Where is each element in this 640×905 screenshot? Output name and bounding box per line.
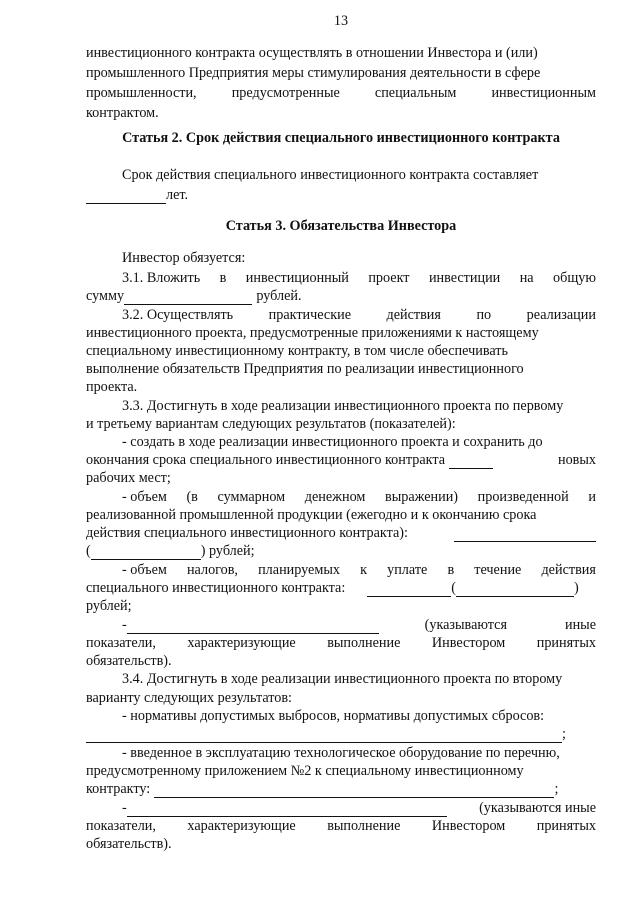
text-line: - создать в ходе реализации инвестиционного проекта и сохранить до xyxy=(122,434,543,450)
text-line: - нормативы допустимых выбросов, нормативы допустимых сбросов: xyxy=(122,708,545,724)
article-2-heading: Статья 2. Срок действия специального инвестиционного контракта xyxy=(122,130,560,146)
text-line: инвестиционного проекта, предусмотренные приложениями к настоящему xyxy=(86,325,539,341)
text-line: варианту следующих результатов: xyxy=(86,690,292,706)
other-indicators-blank[interactable] xyxy=(127,619,379,634)
text-line: показатели, характеризующие выполнение Инвестором принятых xyxy=(86,635,596,651)
text-line: Инвестор обязуется: xyxy=(122,250,246,266)
text-line: специальному инвестиционному контракту, в том числе обеспечивать xyxy=(86,343,508,359)
text-line: 3.1. Вложить в инвестиционный проект инвестиции на общую xyxy=(122,270,596,286)
text-line: лет. xyxy=(86,186,596,204)
text-line: предусмотренному приложением №2 к специальному инвестиционному xyxy=(86,763,524,779)
equipment-list-blank[interactable] xyxy=(154,783,554,798)
text-line: 3.4. Достигнуть в ходе реализации инвестиционного проекта по второму xyxy=(122,671,563,687)
text-line: и третьему вариантам следующих результатов (показателей): xyxy=(86,416,456,432)
text-line: рабочих мест; xyxy=(86,470,171,486)
text-line: реализованной промышленной продукции (ежегодно и к окончанию срока xyxy=(86,507,537,523)
tax-amount-words-blank[interactable] xyxy=(456,582,574,597)
text-line: показатели, характеризующие выполнение Инвестором принятых xyxy=(86,818,596,834)
investment-sum-blank[interactable] xyxy=(124,290,252,305)
text-line: 3.3. Достигнуть в ходе реализации инвестиционного проекта по первому xyxy=(122,398,564,414)
text-line: контрактом. xyxy=(86,105,159,121)
tax-amount-blank[interactable] xyxy=(367,582,451,597)
text-line: - объем (в суммарном денежном выражении) произведенной и xyxy=(122,489,596,505)
text-line: сумму рублей. xyxy=(86,288,302,304)
emission-norms-blank[interactable] xyxy=(86,728,562,743)
text-line: обязательств). xyxy=(86,653,172,669)
article-3-heading: Статья 3. Обязательства Инвестора xyxy=(225,218,457,234)
text-line: инвестиционного контракта осуществлять в отношении Инвестора и (или) xyxy=(86,45,538,61)
production-volume-blank[interactable] xyxy=(454,527,596,542)
text-line: обязательств). xyxy=(86,836,172,852)
text-line: промышленного Предприятия меры стимулирования деятельности в сфере xyxy=(86,65,541,81)
text-line: действия специального инвестиционного контракта): xyxy=(86,524,596,542)
text-line: - объем налогов, планируемых к уплате в течение действия xyxy=(122,562,596,578)
text-line: Срок действия специального инвестиционного контракта составляет xyxy=(122,167,539,183)
text-line: ; xyxy=(86,725,596,743)
page-number: 13 xyxy=(333,13,349,29)
text-line: контракту: ; xyxy=(86,781,559,797)
production-volume-words-blank[interactable] xyxy=(91,545,201,560)
text-line: специального инвестиционного контракта: ( ) xyxy=(86,580,579,596)
text-line: проекта. xyxy=(86,379,138,395)
text-line: - введенное в эксплуатацию технологическое оборудование по перечню, xyxy=(122,745,560,761)
text-line: - (указываются иные xyxy=(122,617,596,633)
text-line: - (указываются иные xyxy=(122,800,596,816)
other-indicators-2-blank[interactable] xyxy=(127,802,447,817)
jobs-count-blank[interactable] xyxy=(449,454,493,469)
text-line: выполнение обязательств Предприятия по реализации инвестиционного xyxy=(86,361,524,377)
text-line: окончания срока специального инвестиционного контракта новых xyxy=(86,452,596,468)
text-line: 3.2. Осуществлять практические действия по реализации xyxy=(122,307,596,323)
text-line: ( ) рублей; xyxy=(86,543,255,559)
term-blank[interactable] xyxy=(86,189,166,204)
text-line: промышленности, предусмотренные специальным инвестиционным xyxy=(86,85,596,101)
text-line: рублей; xyxy=(86,598,132,614)
